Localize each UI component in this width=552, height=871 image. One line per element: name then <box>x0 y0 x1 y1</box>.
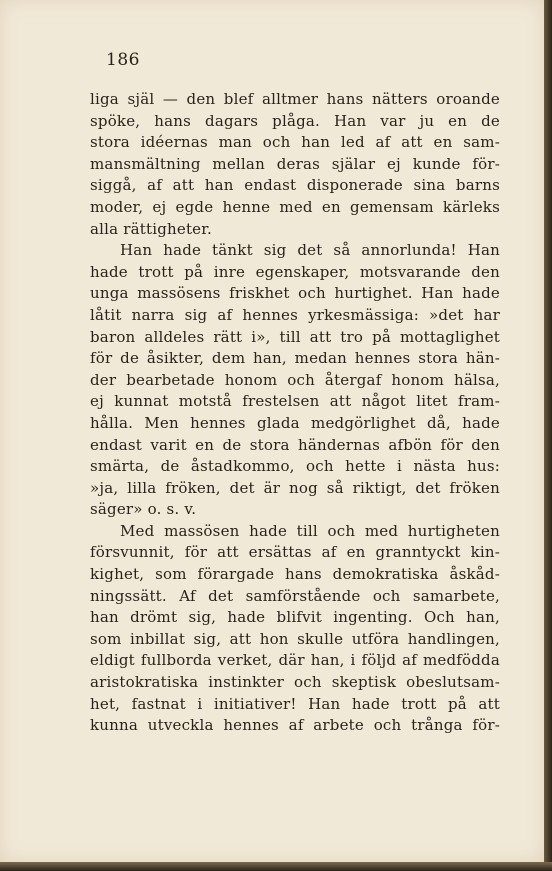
text-line: mansmältning mellan deras själar ej kunde för- <box>90 154 500 173</box>
text-line: för de åsikter, dem han, medan hennes stora hän- <box>90 349 500 368</box>
text-line: Han hade tänkt sig det så annorlunda! Han <box>120 241 500 260</box>
text-line: försvunnit, för att ersättas af en granntyckt kin- <box>90 543 500 562</box>
text-line: han drömt sig, hade blifvit ingenting. Och han, <box>90 608 500 627</box>
text-line: unga massösens friskhet och hurtighet. Han hade <box>90 284 500 303</box>
text-line: aristokratiska instinkter och skeptisk obeslutsam- <box>90 673 500 692</box>
text-line: säger» o. s. v. <box>90 500 197 519</box>
text-line: het, fastnat i initiativer! Han hade trott på att <box>90 694 500 713</box>
text-line: ningssätt. Af det samförstående och samarbete, <box>90 586 500 605</box>
text-line: smärta, de åstadkommo, och hette i nästa hus: <box>90 457 500 476</box>
text-line: hålla. Men hennes glada medgörlighet då, hade <box>90 413 500 432</box>
text-line: som inbillat sig, att hon skulle utföra handlingen, <box>90 629 500 648</box>
text-line: hade trott på inre egenskaper, motsvarande den <box>90 262 500 281</box>
text-line: låtit narra sig af hennes yrkesmässiga: »det har <box>90 305 500 324</box>
page-number: 186 <box>106 50 140 70</box>
text-line: ej kunnat motstå frestelsen att något litet fram- <box>90 392 500 411</box>
text-line: stora idéernas man och han led af att en sam- <box>90 133 500 152</box>
text-line: siggå, af att han endast disponerade sina barns <box>90 176 500 195</box>
page-bottom-edge <box>0 862 552 871</box>
text-line: endast varit en de stora händernas afbön för den <box>90 435 500 454</box>
text-line: eldigt fullborda verket, där han, i följd af medfödda <box>90 651 500 670</box>
text-line: »ja, lilla fröken, det är nog så riktigt, det fröken <box>90 478 500 497</box>
page-edge <box>544 0 552 871</box>
text-line: baron alldeles rätt i», till att tro på mottaglighet <box>90 327 500 346</box>
text-line: liga själ — den blef alltmer hans nätters oroande <box>90 90 500 108</box>
text-line: spöke, hans dagars plåga. Han var ju en de <box>90 111 500 130</box>
body-text <box>90 89 500 737</box>
text-line: alla rättigheter. <box>90 219 212 238</box>
text-line: der bearbetade honom och återgaf honom hälsa, <box>90 370 500 389</box>
text-line: Med massösen hade till och med hurtigheten <box>120 521 500 540</box>
text-line: kunna utveckla hennes af arbete och trånga för- <box>90 716 500 735</box>
text-line: kighet, som förargade hans demokratiska åskåd- <box>90 565 500 584</box>
text-line: moder, ej egde henne med en gemensam kärleks <box>90 197 500 216</box>
